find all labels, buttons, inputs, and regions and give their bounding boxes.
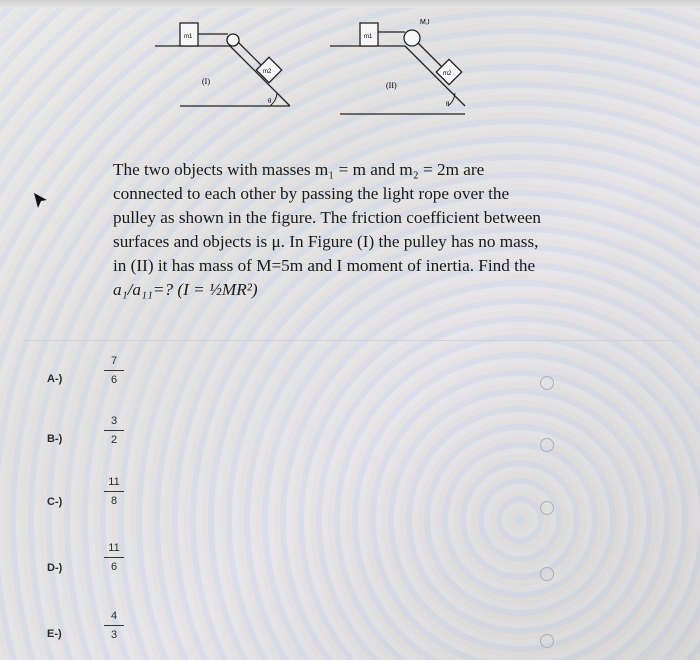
figure-two bbox=[330, 23, 465, 114]
block1-label-fig2: m1 bbox=[364, 34, 373, 40]
radio-button[interactable] bbox=[540, 438, 554, 452]
figure-one-label: (I) bbox=[202, 77, 210, 86]
question-line-3: pulley as shown in the figure. The friction coefficient between bbox=[113, 208, 541, 227]
option-d[interactable] bbox=[0, 534, 700, 594]
figure-one bbox=[155, 23, 290, 106]
option-c[interactable] bbox=[0, 468, 700, 528]
fraction-bar bbox=[104, 625, 124, 626]
block2-label-fig2: m2 bbox=[443, 71, 452, 77]
physics-figure bbox=[150, 6, 490, 121]
question-line-5: in (II) it has mass of M=5m and I moment of inertia. Find the bbox=[113, 256, 536, 275]
fraction-bar bbox=[104, 430, 124, 431]
option-e[interactable] bbox=[0, 598, 700, 658]
option-label: D-) bbox=[47, 562, 63, 574]
angle-label-fig1: θ bbox=[268, 97, 272, 105]
fraction-numerator: 11 bbox=[108, 542, 120, 554]
figure-two-label: (II) bbox=[386, 81, 397, 90]
radio-button[interactable] bbox=[540, 567, 554, 581]
fraction-bar bbox=[104, 557, 124, 558]
block2-label-fig1: m2 bbox=[263, 69, 272, 75]
fraction-denominator: 3 bbox=[110, 629, 118, 641]
radio-button[interactable] bbox=[540, 376, 554, 390]
fraction-bar bbox=[104, 491, 124, 492]
block1-label-fig1: m1 bbox=[184, 34, 193, 40]
fraction-numerator: 11 bbox=[108, 476, 120, 488]
fraction-numerator: 7 bbox=[110, 355, 118, 367]
pulley-label: M,I bbox=[420, 19, 430, 26]
fraction-denominator: 6 bbox=[110, 374, 118, 386]
option-label: B-) bbox=[47, 433, 63, 445]
option-fraction bbox=[104, 476, 124, 507]
fraction-denominator: 6 bbox=[110, 561, 118, 573]
option-label: E-) bbox=[47, 628, 62, 640]
option-fraction bbox=[104, 610, 124, 641]
radio-button[interactable] bbox=[540, 501, 554, 515]
divider bbox=[22, 340, 682, 341]
question-text bbox=[113, 158, 603, 302]
option-fraction bbox=[104, 542, 124, 573]
option-label: A-) bbox=[47, 373, 63, 385]
angle-label-fig2: θ bbox=[446, 100, 450, 108]
question-line-1: The two objects with masses m₁ = m and m₂ = 2m are bbox=[113, 160, 485, 179]
option-b[interactable] bbox=[0, 405, 700, 465]
option-label: C-) bbox=[47, 496, 63, 508]
question-line-2: connected to each other by passing the light rope over the bbox=[113, 184, 510, 203]
fraction-numerator: 3 bbox=[110, 415, 118, 427]
mouse-cursor-icon bbox=[33, 192, 49, 210]
fraction-bar bbox=[104, 370, 124, 371]
option-a[interactable] bbox=[0, 345, 700, 405]
option-fraction bbox=[104, 355, 124, 386]
radio-button[interactable] bbox=[540, 634, 554, 648]
option-fraction bbox=[104, 415, 124, 446]
fraction-numerator: 4 bbox=[110, 610, 118, 622]
question-line-6: a₁/a₁₁=? (I = ½MR²) bbox=[113, 280, 258, 299]
fraction-denominator: 2 bbox=[110, 434, 118, 446]
fraction-denominator: 8 bbox=[110, 495, 118, 507]
question-line-4: surfaces and objects is μ. In Figure (I) the pulley has no mass, bbox=[113, 232, 539, 251]
